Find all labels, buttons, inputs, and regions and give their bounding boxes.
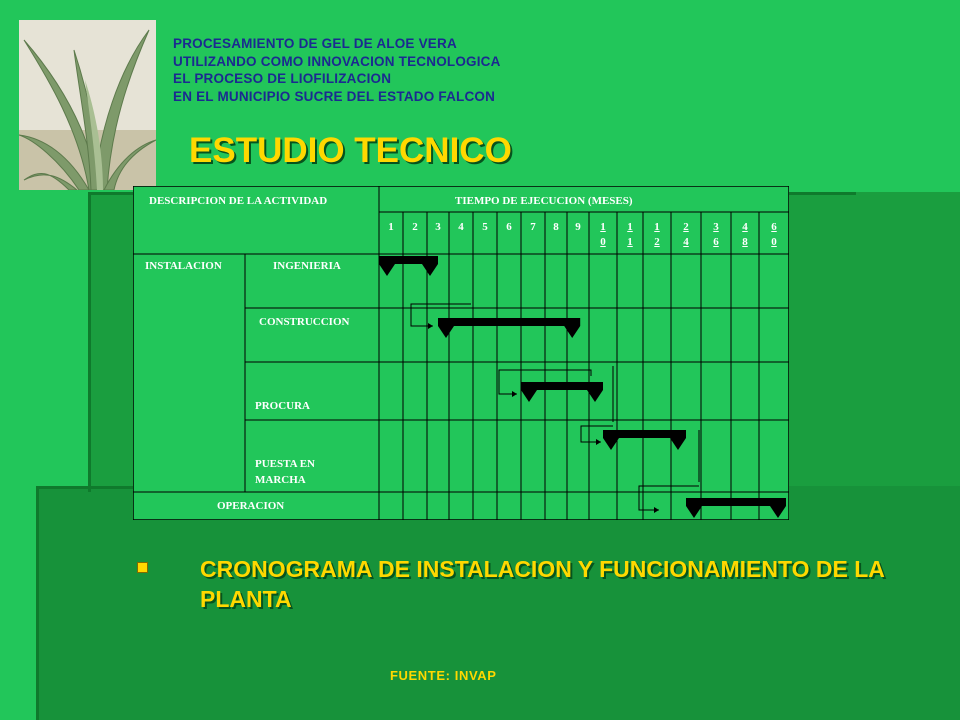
arrow-head (428, 323, 433, 329)
task-label-procura: PROCURA (255, 400, 310, 412)
task-label-construccion: CONSTRUCCION (259, 316, 350, 328)
header-line: UTILIZANDO COMO INNOVACION TECNOLOGICA (173, 53, 501, 69)
gantt-table (133, 186, 789, 520)
aloe-vera-photo (19, 20, 156, 190)
month-label: 3 6 (713, 221, 719, 248)
header-line: EN EL MUNICIPIO SUCRE DEL ESTADO FALCON (173, 88, 496, 104)
arrow-head (654, 507, 659, 513)
month-label: 7 (530, 221, 536, 233)
header-line: EL PROCESO DE LIOFILIZACION (173, 71, 392, 86)
header-time: TIEMPO DE EJECUCION (MESES) (455, 195, 633, 207)
month-label: 1 0 (600, 221, 606, 248)
month-label: 2 (412, 221, 418, 233)
month-label: 4 8 (742, 221, 748, 248)
page-title: ESTUDIO TECNICO (189, 131, 512, 170)
decor-line (36, 486, 39, 720)
gantt-bar-1 (379, 256, 438, 276)
month-label: 5 (482, 221, 488, 233)
month-label: 3 (435, 221, 441, 233)
bullet-icon (137, 562, 148, 573)
source-label: FUENTE: INVAP (390, 668, 497, 683)
task-label-marcha: MARCHA (255, 474, 306, 486)
arrow-head (512, 391, 517, 397)
month-label: 2 4 (683, 221, 689, 248)
month-label: 1 2 (654, 221, 660, 248)
header-activity: DESCRIPCION DE LA ACTIVIDAD (149, 195, 328, 207)
header-line: PROCESAMIENTO DE GEL DE ALOE VERA (173, 36, 457, 51)
gantt-bar-3 (521, 382, 603, 402)
gantt-bar-2 (438, 318, 580, 338)
task-label-puesta: PUESTA EN (255, 458, 316, 470)
month-label: 1 1 (627, 221, 633, 248)
header-text-block (173, 35, 501, 105)
month-label: 8 (553, 221, 559, 233)
gantt-bar-4 (603, 430, 686, 450)
month-label: 6 0 (771, 221, 777, 248)
month-label: 9 (575, 221, 581, 233)
arrow-head (596, 439, 601, 445)
aloe-plant-icon (19, 20, 156, 190)
month-label: 1 (388, 221, 394, 233)
month-label: 4 (458, 221, 464, 233)
operation-label: OPERACION (217, 500, 285, 512)
month-label: 6 (506, 221, 512, 233)
task-label-ingenieria: INGENIERIA (273, 260, 341, 272)
bullet-text: CRONOGRAMA DE INSTALACION Y FUNCIONAMIENTO DE LA PLANTA (200, 556, 885, 612)
decor-line (88, 192, 91, 492)
group-label-instalacion: INSTALACION (145, 260, 222, 272)
